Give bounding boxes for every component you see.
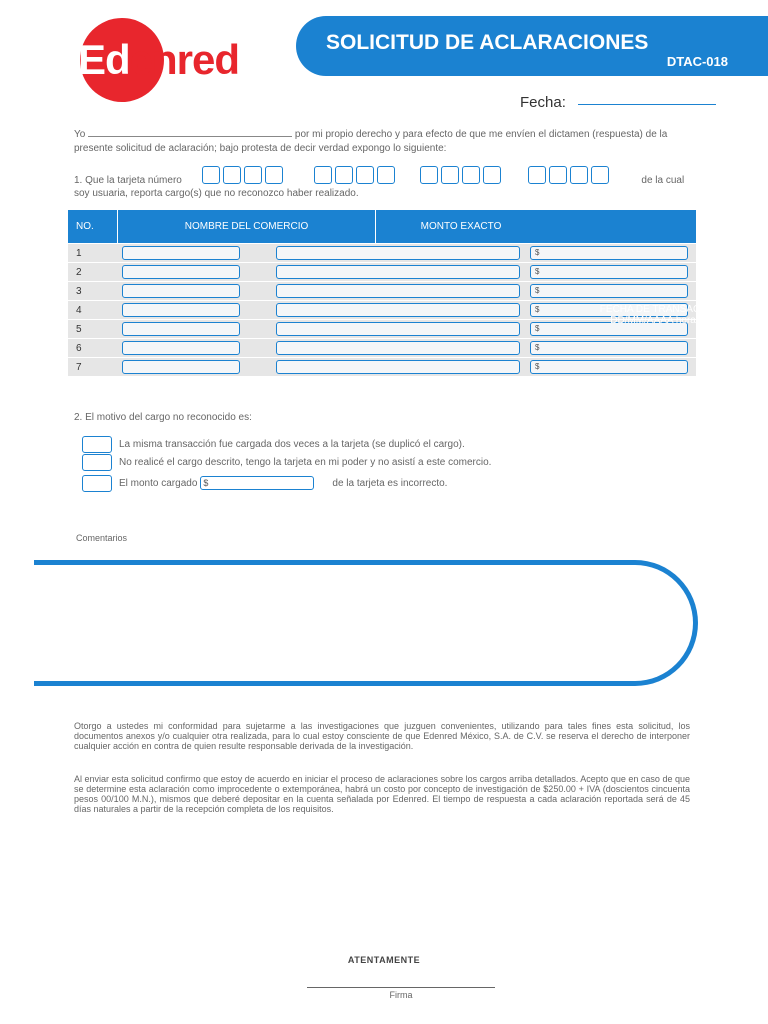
comercio-input[interactable] — [276, 360, 520, 374]
fecha-input[interactable] — [122, 284, 240, 298]
row-number: 3 — [76, 285, 82, 297]
legal-paragraph-2: Al enviar esta solicitud confirmo que estoy de acuerdo en iniciar el proceso de aclaraciones sobre los cargos arriba detallados. Acepto que en caso de que se determine esta aclaración como improcedente o extemporánea, habrá un costo por concepto de investigación de $250.00 + IVA (doscientos cincuenta pesos 00/100 M.N.), mismos que deberé depositar en la cuenta señalada por Edenred. El tiempo de respuesta a cada aclaración reportada será de 45 días naturales a partir de la recepción completa de los requisitos. — [74, 774, 690, 814]
monto-input[interactable]: $ — [530, 360, 688, 374]
comments-area[interactable] — [34, 560, 698, 686]
row-nombre-cell — [268, 284, 526, 298]
header-nombre: NOMBRE DEL COMERCIO — [118, 210, 376, 243]
firma-label: Firma — [389, 990, 413, 1000]
checkbox-not-made[interactable] — [82, 454, 112, 471]
table-row — [68, 243, 696, 262]
card-digit-box[interactable] — [591, 166, 609, 184]
atentamente-label: ATENTAMENTE — [347, 955, 421, 965]
card-line2: soy usuaria, reporta cargo(s) que no reconozco haber realizado. — [74, 188, 359, 199]
name-field[interactable] — [88, 136, 292, 137]
monto-input[interactable]: $ — [530, 246, 688, 260]
fecha-input[interactable] — [122, 322, 240, 336]
table-row — [68, 281, 696, 300]
row-nombre-cell — [268, 322, 526, 336]
table-header — [68, 210, 726, 326]
fecha-input[interactable] — [122, 360, 240, 374]
checkbox-duplicate[interactable] — [82, 436, 112, 453]
title-banner — [296, 16, 768, 76]
row-fecha-cell — [118, 284, 268, 298]
option-duplicate-label: La misma transacción fue cargada dos veces a la tarjeta (se duplicó el cargo). — [119, 438, 465, 450]
row-nombre-cell — [268, 360, 526, 374]
comercio-input[interactable] — [276, 303, 520, 317]
fecha-label: Fecha: — [520, 94, 566, 111]
monto-input[interactable]: $ — [530, 265, 688, 279]
card-digit-box[interactable] — [314, 166, 332, 184]
card-digit-box[interactable] — [265, 166, 283, 184]
fecha-input[interactable] — [122, 265, 240, 279]
card-digit-box[interactable] — [420, 166, 438, 184]
header-no: NO. — [68, 210, 118, 243]
card-suffix: de la cual — [641, 175, 685, 186]
header-monto: MONTO EXACTO — [420, 221, 502, 232]
comercio-input[interactable] — [276, 246, 520, 260]
row-nombre-cell — [268, 246, 526, 260]
card-digit-box[interactable] — [335, 166, 353, 184]
fecha-input[interactable] — [122, 341, 240, 355]
row-fecha-cell — [118, 322, 268, 336]
monto-input[interactable]: $ — [530, 322, 688, 336]
motivo-title: 2. El motivo del cargo no reconocido es: — [74, 412, 252, 423]
row-number: 7 — [76, 361, 82, 373]
header-fecha: FECHA DE TRANSACCIÓN DD/MM/AAAA hora:min — [588, 304, 738, 326]
row-fecha-cell — [118, 360, 268, 374]
card-digit-box[interactable] — [244, 166, 262, 184]
row-monto-cell — [526, 360, 696, 374]
card-digits-group-1 — [202, 166, 283, 184]
option-wrong-amount — [82, 475, 447, 491]
card-digits-group-2 — [314, 166, 395, 184]
option-not-made — [82, 454, 491, 470]
card-digit-box[interactable] — [549, 166, 567, 184]
logo-text: Edenred — [78, 36, 240, 83]
comercio-input[interactable] — [276, 265, 520, 279]
monto-input[interactable]: $ — [530, 303, 688, 317]
monto-input[interactable]: $ — [530, 284, 688, 298]
card-digits-group-4 — [528, 166, 609, 184]
table-row — [68, 338, 696, 357]
fecha-field[interactable] — [578, 104, 716, 105]
card-digit-box[interactable] — [356, 166, 374, 184]
card-digit-box[interactable] — [223, 166, 241, 184]
row-monto-cell — [526, 284, 696, 298]
wrong-amount-field[interactable]: $ — [200, 476, 314, 490]
row-monto-cell — [526, 341, 696, 355]
form-code: DTAC-018 — [666, 54, 728, 69]
edenred-logo — [78, 18, 250, 102]
table-row — [68, 357, 696, 376]
comercio-input[interactable] — [276, 284, 520, 298]
table-row — [68, 262, 696, 281]
row-monto-cell — [526, 265, 696, 279]
fecha-input[interactable] — [122, 246, 240, 260]
comercio-input[interactable] — [276, 322, 520, 336]
checkbox-wrong-amount[interactable] — [82, 475, 112, 492]
comentarios-label: Comentarios — [76, 533, 128, 543]
option-not-made-label: No realicé el cargo descrito, tengo la tarjeta en mi poder y no asistí a este comercio. — [119, 456, 492, 468]
signature-line[interactable] — [307, 987, 495, 988]
fecha-input[interactable] — [122, 303, 240, 317]
page-title: SOLICITUD DE ACLARACIONES — [326, 31, 649, 54]
card-digit-box[interactable] — [462, 166, 480, 184]
row-nombre-cell — [268, 265, 526, 279]
row-fecha-cell — [118, 303, 268, 317]
card-digit-box[interactable] — [202, 166, 220, 184]
row-nombre-cell — [268, 341, 526, 355]
row-number: 5 — [76, 323, 82, 335]
row-nombre-cell — [268, 303, 526, 317]
row-number: 2 — [76, 266, 82, 278]
row-fecha-cell — [118, 246, 268, 260]
intro-yo: Yo — [74, 129, 86, 140]
intro-text: por mi propio derecho y para efecto de que me envíen el dictamen (respuesta) de la presente solicitud de aclaración; bajo protesta de decir verdad expongo lo siguiente: — [74, 129, 668, 154]
card-digit-box[interactable] — [441, 166, 459, 184]
card-digit-box[interactable] — [377, 166, 395, 184]
logo-text-white: Ed — [78, 36, 130, 83]
option-duplicate — [82, 436, 465, 452]
option-wrong-amount-label: El monto cargado — [119, 477, 198, 489]
row-number: 6 — [76, 342, 82, 354]
card-prefix: 1. Que la tarjeta número — [74, 175, 182, 186]
option-wrong-amount-suffix: de la tarjeta es incorrecto. — [332, 477, 448, 489]
row-number: 4 — [76, 304, 82, 316]
monto-input[interactable]: $ — [530, 341, 688, 355]
card-digit-box[interactable] — [483, 166, 501, 184]
transactions-table — [68, 210, 726, 376]
row-fecha-cell — [118, 341, 268, 355]
row-fecha-cell — [118, 265, 268, 279]
card-digit-box[interactable] — [570, 166, 588, 184]
comercio-input[interactable] — [276, 341, 520, 355]
card-digit-box[interactable] — [528, 166, 546, 184]
legal-paragraph-1: Otorgo a ustedes mi conformidad para sujetarme a las investigaciones que juzguen convenientes, utilizando para tales fines esta solicitud, los documentos anexos y/o cualquier otra realizada, para lo cual estoy consciente de que Edenred México, S.A. de C.V. se reserva el derecho de interponer cualquier acción en contra de quien resulte responsable derivada de la investigación. — [74, 721, 690, 751]
row-monto-cell — [526, 246, 696, 260]
row-number: 1 — [76, 247, 82, 259]
intro-paragraph — [74, 128, 694, 156]
card-digits-group-3 — [420, 166, 501, 184]
